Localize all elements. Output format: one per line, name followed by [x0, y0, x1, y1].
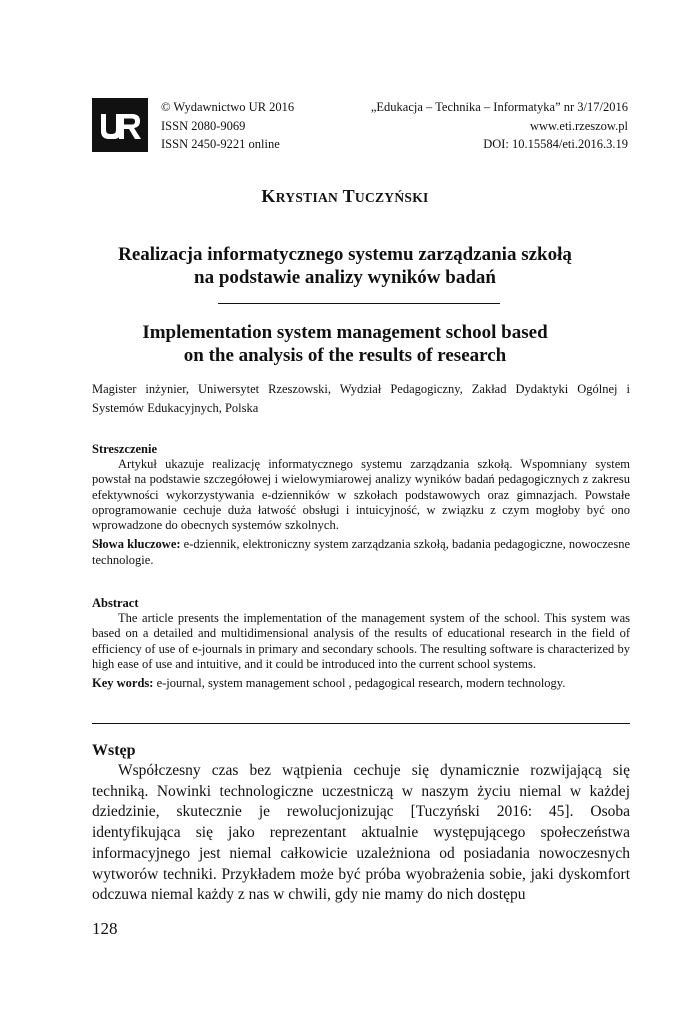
- abstract-section: [92, 596, 630, 691]
- issn-print: ISSN 2080-9069: [161, 118, 246, 133]
- doi: DOI: 10.15584/eti.2016.3.19: [483, 137, 628, 151]
- streszczenie-section: [92, 442, 630, 568]
- streszczenie-keywords: [92, 537, 630, 568]
- title-divider: [218, 303, 500, 304]
- page-number: 128: [92, 919, 118, 938]
- streszczenie-keywords-label: Słowa kluczowe:: [92, 537, 181, 552]
- journal-website: www.eti.rzeszow.pl: [530, 118, 628, 133]
- abstract-keywords: [92, 676, 630, 691]
- introduction-body: Współczesny czas bez wątpienia cechuje się dynamicznie rozwijającą się techniką. Nowinki technologiczne uczestniczą w naszym życiu niemal w każdej dziedzinie, skutecznie je rewolucjonizując [Tuczyński 2016: 45]. Osoba identyfikująca się jako reprezentant aktualnie występującego społeczeństwa informacyjnego jest niemal całkowicie uzależniona od posiadania nowoczesnych wytworów techniki. Przykładem może być próba wyobrażenia sobie, jaki dyskomfort odczuwa niemal każdy z nas w chwili, gdy nie mamy do nich dostępu: [92, 762, 630, 904]
- header-left: [161, 98, 294, 154]
- abstract-body: The article presents the implementation of the management system of the school. This system was based on a detailed and multidimensional analysis of the results of educational research in the field of efficiency of use of e-journals in primary and secondary schools. The resulting software is characterized by high ease of use and intuitive, and it could be introduced into the current school systems.: [92, 611, 630, 671]
- streszczenie-body: Artykuł ukazuje realizację informatycznego systemu zarządzania szkołą. Wspomniany system powstał na podstawie szczegółowej i wielowymiarowej analizy wyników badań pedagogicznych z zakresu efektywności wykorzystywania e-dzienników w szkołach podstawowych oraz gimnazjach. Powstałe oprogramowanie cechuje duża łatwość obsługi i intuicyjność, w związku z czym mogłoby być ono wprowadzone do obecnych systemów szkolnych.: [92, 457, 630, 533]
- title-polish-line-1: Realizacja informatycznego systemu zarządzania szkołą: [118, 244, 572, 265]
- affiliation: Magister inżynier, Uniwersytet Rzeszowski, Wydział Pedagogiczny, Zakład Dydaktyki Ogólnej i Systemów Edukacyjnych, Polska: [92, 382, 630, 415]
- introduction-section: [92, 741, 630, 906]
- title-english: [80, 321, 610, 367]
- author-last-initial: T: [342, 186, 355, 206]
- author-name: [0, 186, 690, 207]
- title-polish: [80, 243, 610, 289]
- abstract-heading: Abstract: [92, 596, 139, 610]
- streszczenie-heading: Streszczenie: [92, 442, 158, 456]
- header-right: [371, 98, 628, 154]
- journal-name: „Edukacja – Technika – Informatyka” nr 3/17/2016: [370, 100, 628, 114]
- title-english-line-2: on the analysis of the results of research: [183, 345, 507, 366]
- issn-online: ISSN 2450-9221 online: [161, 137, 280, 151]
- title-polish-line-2: na podstawie analizy wyników badań: [194, 267, 496, 288]
- introduction-heading: Wstęp: [92, 742, 136, 759]
- author-last-rest: UCZYŃSKI: [354, 190, 429, 205]
- author-first-initial: K: [261, 186, 276, 206]
- abstract-keywords-label: Key words:: [92, 676, 154, 691]
- ur-logo: [92, 98, 148, 152]
- ur-logo-mark: [92, 98, 148, 152]
- abstract-keywords-list: e-journal, system management school , pedagogical research, modern technology.: [153, 676, 566, 691]
- section-divider: [92, 723, 630, 724]
- streszczenie-keywords-list: e-dziennik, elektroniczny system zarządzania szkołą, badania pedagogiczne, nowoczesne technologie.: [92, 537, 630, 567]
- publisher-line: © Wydawnictwo UR 2016: [161, 100, 295, 114]
- title-english-line-1: Implementation system management school based: [142, 322, 548, 343]
- author-first-rest: RYSTIAN: [275, 190, 339, 205]
